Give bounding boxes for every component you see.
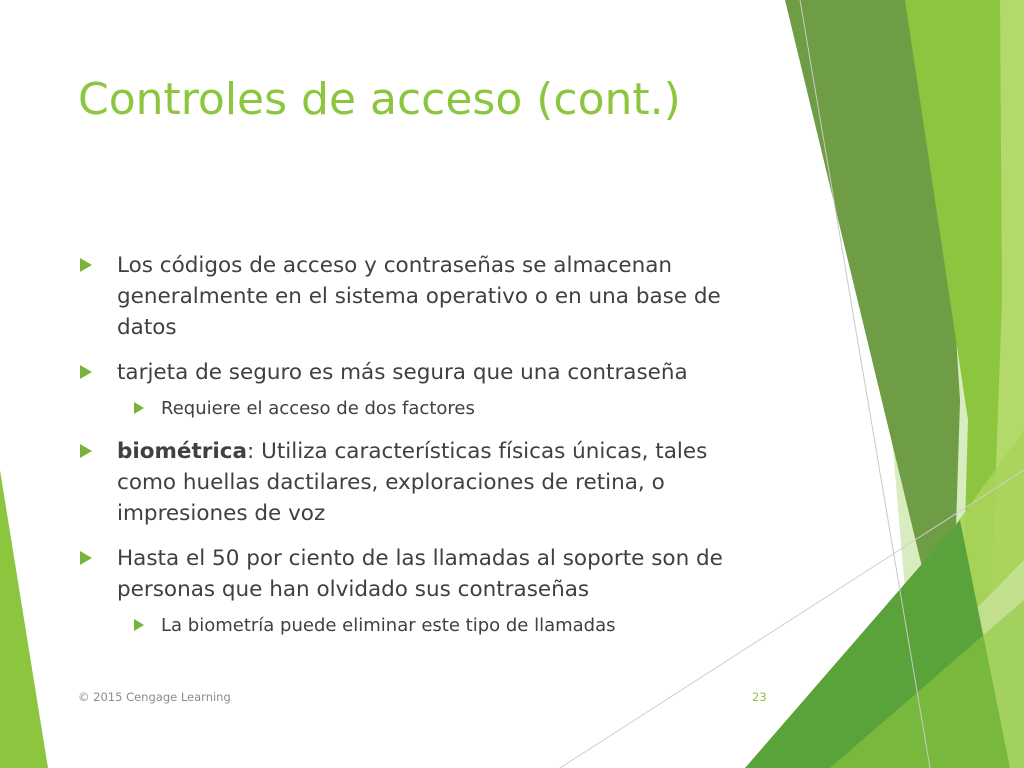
arrow-right-icon (80, 444, 92, 458)
bullet-text: La biometría puede eliminar este tipo de llamadas (161, 615, 616, 636)
page-number: 23 (752, 690, 767, 704)
bullet-text: tarjeta de seguro es más segura que una contraseña (117, 360, 688, 385)
copyright-footer: © 2015 Cengage Learning (78, 690, 231, 704)
slide-title: Controles de acceso (cont.) (78, 74, 681, 125)
sub-bullet-item (78, 613, 768, 639)
bullet-item (78, 357, 768, 388)
arrow-right-icon (134, 619, 144, 631)
bullet-text: Los códigos de acceso y contraseñas se almacenan generalmente en el sistema operativo o en una base de datos (117, 253, 721, 340)
bullet-term: biométrica (117, 439, 248, 464)
left-green-sliver (0, 470, 48, 768)
bullet-text: Requiere el acceso de dos factores (161, 398, 475, 419)
bullet-item (78, 543, 768, 605)
sub-bullet-item (78, 396, 768, 422)
arrow-right-icon (134, 402, 144, 414)
arrow-right-icon (80, 365, 92, 379)
bullet-text: Hasta el 50 por ciento de las llamadas al soporte son de personas que han olvidado sus contraseñas (117, 546, 723, 602)
arrow-right-icon (80, 551, 92, 565)
bullet-list (78, 250, 768, 653)
arrow-right-icon (80, 258, 92, 272)
bullet-item (78, 250, 768, 343)
bullet-text: : Utiliza características físicas únicas, tales como huellas dactilares, exploraciones de retina, o impresiones de voz (117, 439, 708, 526)
bullet-item (78, 436, 768, 529)
